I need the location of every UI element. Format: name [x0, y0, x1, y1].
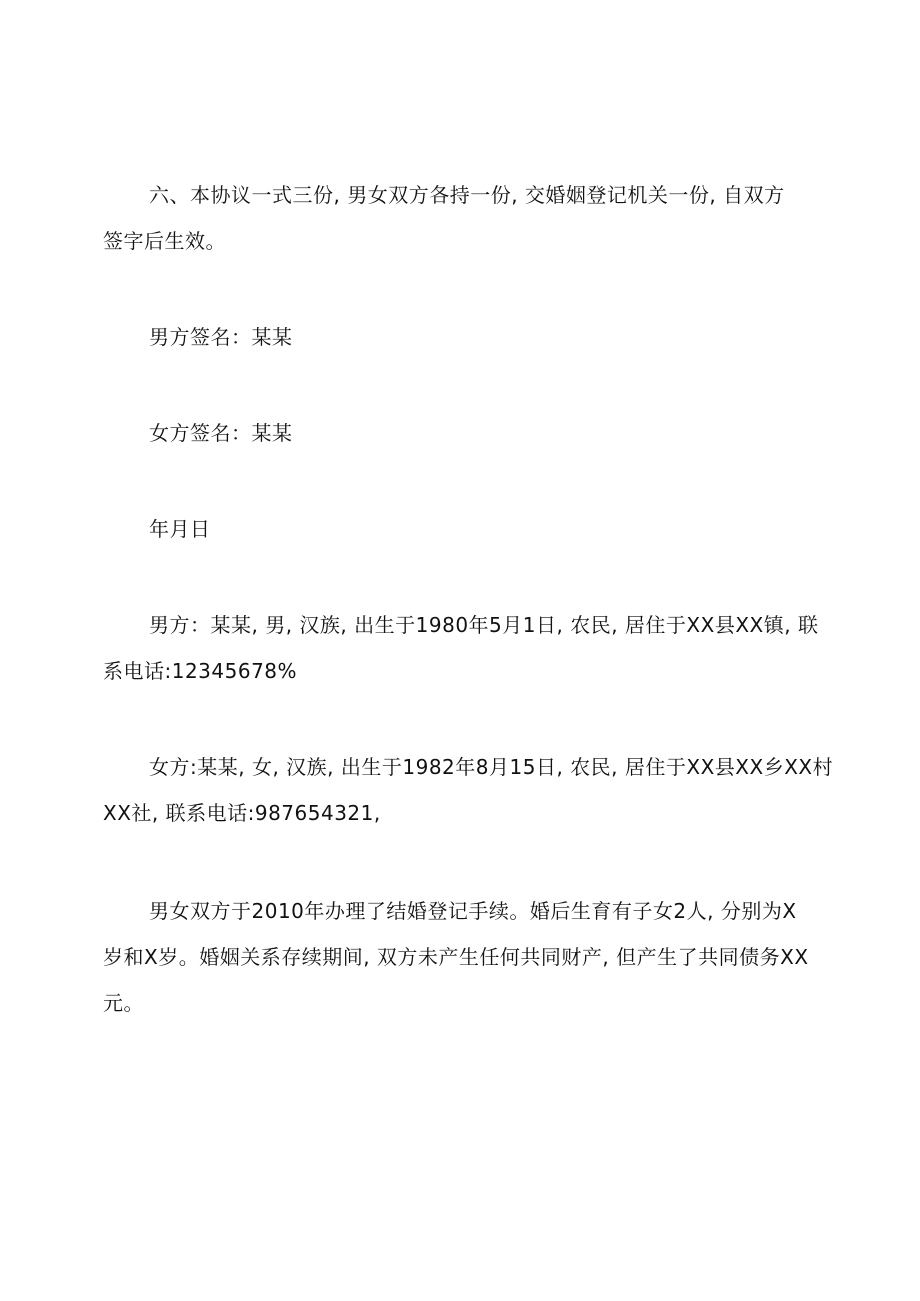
male-info-line-1: 男方：某某, 男, 汉族, 出生于1980年5月1日, 农民, 居住于XX县XX镇, 联: [149, 613, 819, 637]
male-info-line-2: 系电话:12345678%: [103, 659, 298, 683]
female-info-line-1: 女方:某某, 女, 汉族, 出生于1982年8月15日, 农民, 居住于XX县XX乡XX村: [149, 755, 834, 779]
marriage-facts-line-2: 岁和X岁。婚姻关系存续期间, 双方未产生任何共同财产, 但产生了共同债务XX: [103, 945, 809, 969]
date-line: 年月日: [149, 517, 211, 541]
female-signature-line: 女方签名：某某: [149, 421, 293, 445]
male-info-paragraph: [103, 602, 823, 694]
clause-six-line-2: 签字后生效。: [103, 229, 226, 253]
marriage-facts-line-3: 元。: [103, 991, 144, 1015]
male-signature-line: 男方签名：某某: [149, 325, 293, 349]
female-info-line-2: XX社, 联系电话:987654321,: [103, 801, 381, 825]
clause-six-paragraph: [103, 172, 823, 264]
female-info-paragraph: [103, 744, 834, 836]
clause-six-line-1: 六、本协议一式三份, 男女双方各持一份, 交婚姻登记机关一份, 自双方: [149, 183, 785, 207]
marriage-facts-line-1: 男女双方于2010年办理了结婚登记手续。婚后生育有子女2人, 分别为X: [149, 899, 797, 923]
marriage-facts-paragraph: [103, 888, 823, 1026]
